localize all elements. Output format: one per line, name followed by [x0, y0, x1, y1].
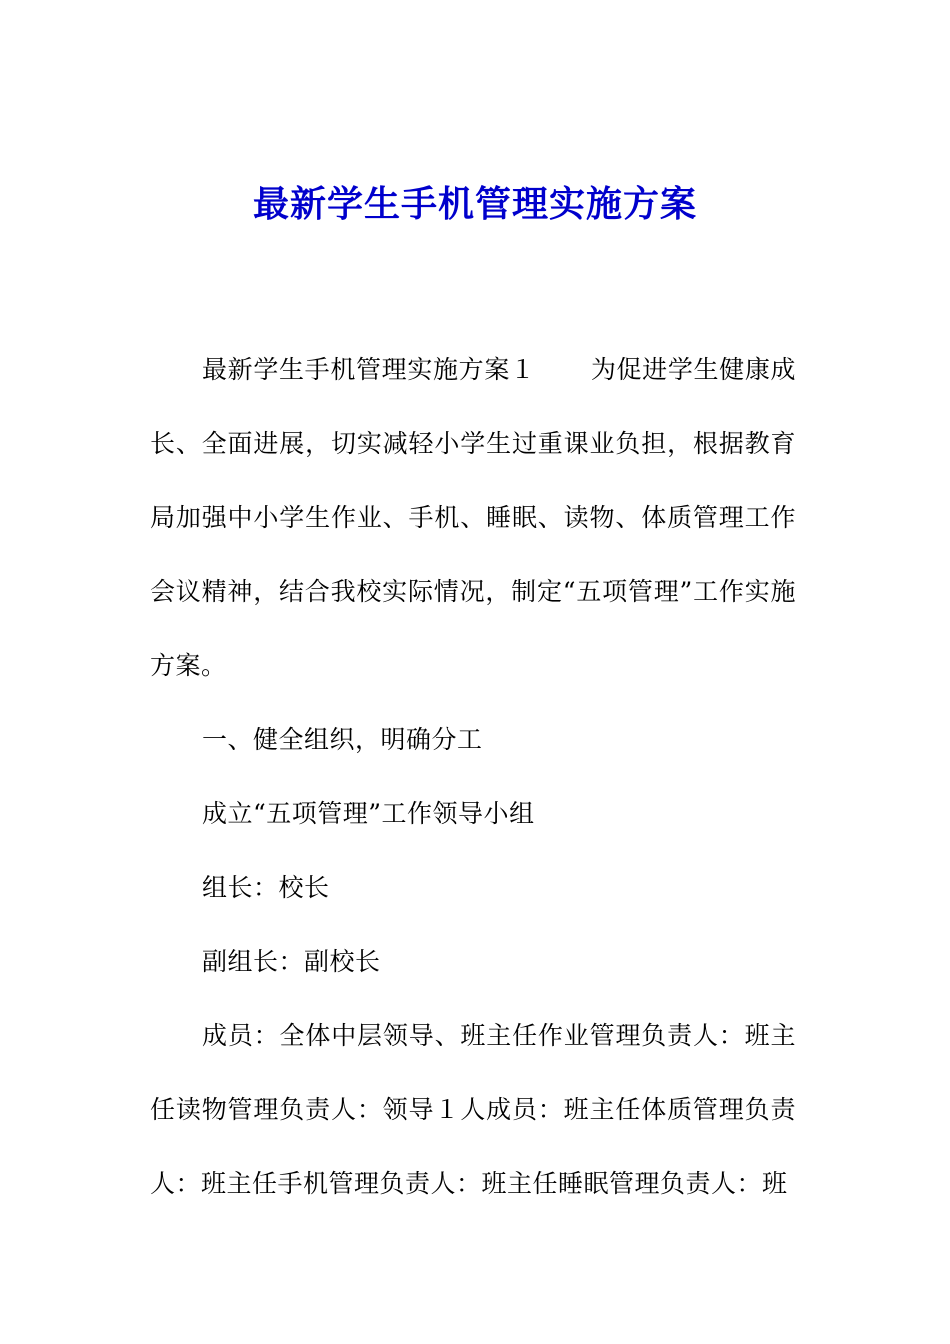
paragraph: 成员：全体中层领导、班主任作业管理负责人：班主任读物管理负责人：领导１人成员：班主任体质管理负责人：班主任手机管理负责人：班主任睡眠管理负责人：班: [150, 1021, 796, 1198]
document-body: [150, 333, 796, 1221]
paragraph-intro: [150, 333, 796, 703]
paragraph-intro-lead: 最新学生手机管理实施方案１: [202, 355, 536, 384]
document-title: 最新学生手机管理实施方案: [252, 183, 697, 225]
paragraph: 副组长：副校长: [202, 947, 381, 976]
section-heading: 一、健全组织，明确分工: [202, 725, 483, 754]
paragraph: 成立“五项管理”工作领导小组: [202, 799, 535, 828]
paragraph-intro-text: 为促进学生健康成长、全面进展，切实减轻小学生过重课业负担，根据教育局加强中小学生作业、手机、睡眠、读物、体质管理工作会议精神，结合我校实际情况，制定“五项管理”工作实施方案。: [150, 355, 796, 680]
paragraph: 组长：校长: [202, 873, 330, 902]
